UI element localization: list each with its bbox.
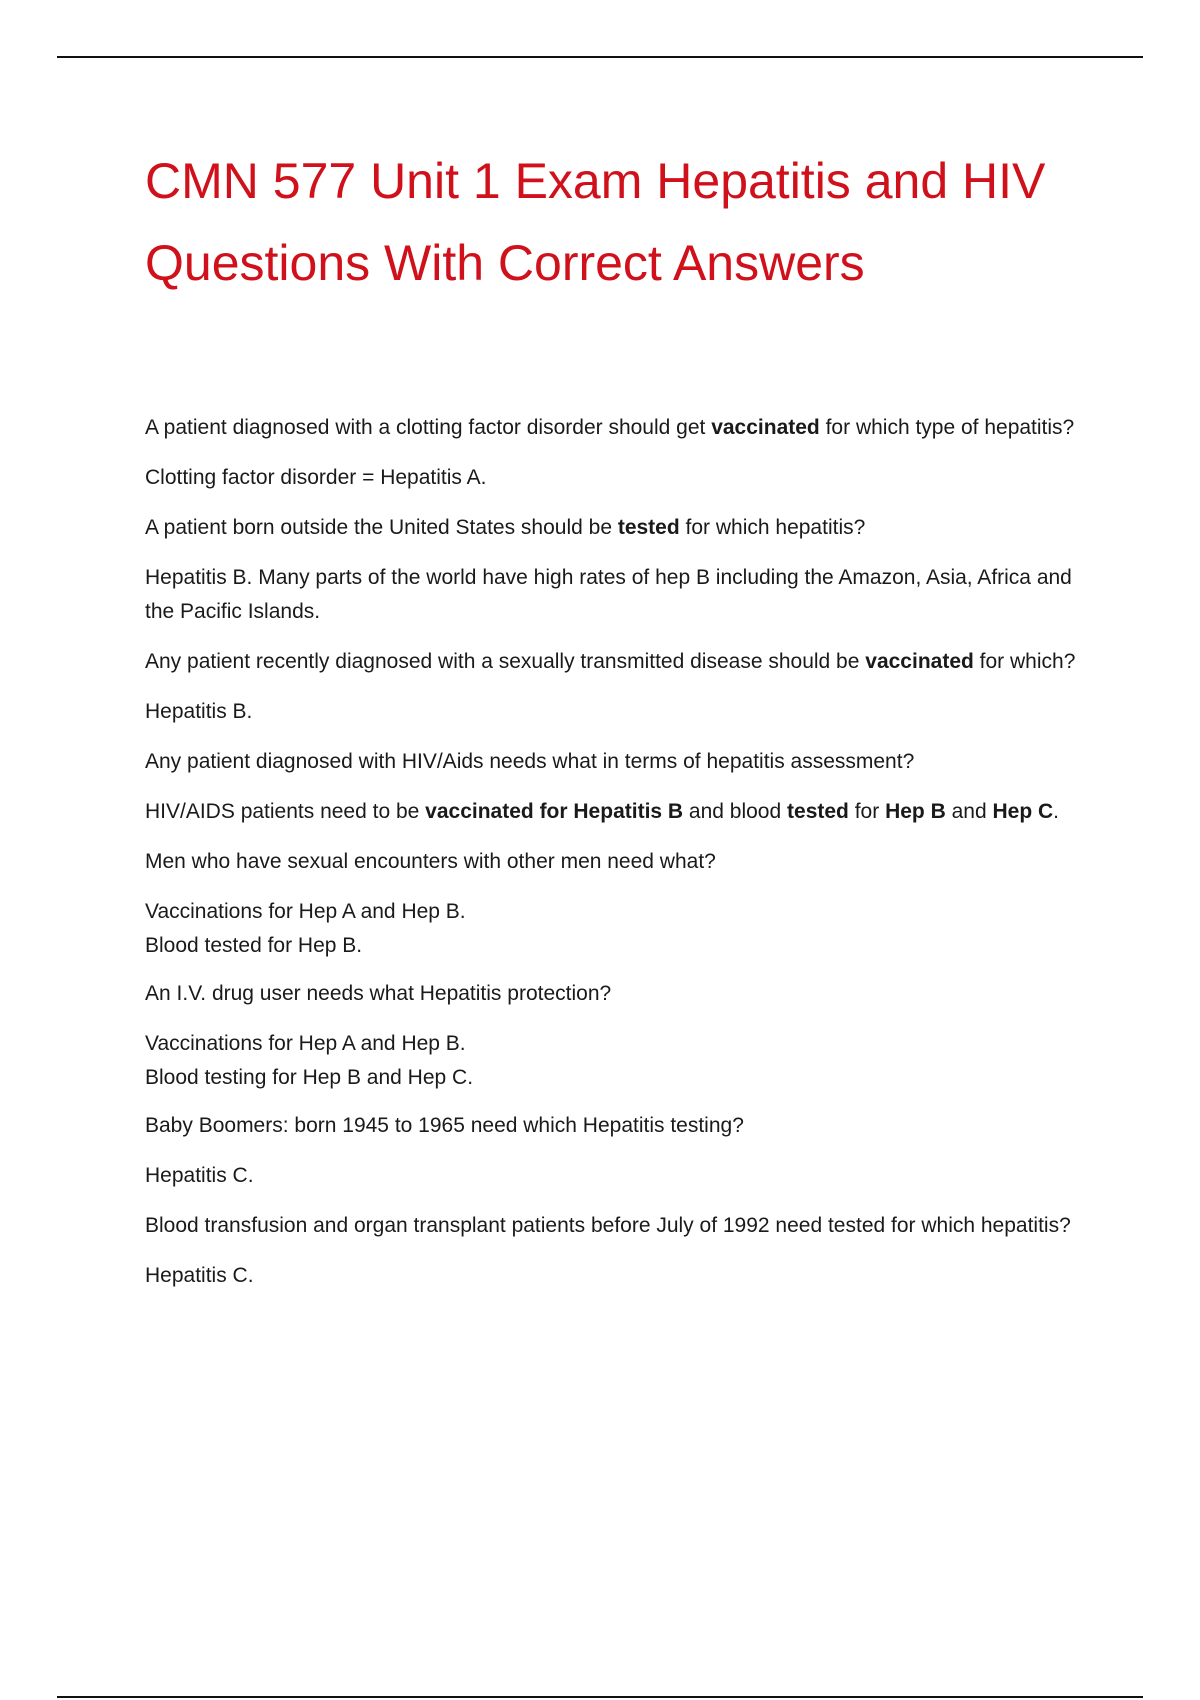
question-3: Any patient recently diagnosed with a sexually transmitted disease should be vaccinated for which? [145, 650, 1076, 673]
qa-list [145, 411, 1080, 1309]
answer-4: HIV/AIDS patients need to be vaccinated for Hepatitis B and blood tested for Hep B and Hep C. [145, 800, 1059, 823]
question-6: An I.V. drug user needs what Hepatitis protection? [145, 982, 612, 1005]
question-7: Baby Boomers: born 1945 to 1965 need which Hepatitis testing? [145, 1114, 744, 1137]
emphasis: vaccinated [865, 650, 974, 673]
answer-5: Vaccinations for Hep A and Hep B. Blood tested for Hep B. [145, 900, 466, 957]
answer-8: Hepatitis C. [145, 1264, 254, 1287]
question-5: Men who have sexual encounters with other men need what? [145, 850, 716, 873]
question-2: A patient born outside the United States should be tested for which hepatitis? [145, 516, 866, 539]
emphasis: vaccinated [711, 416, 820, 439]
answer-6: Vaccinations for Hep A and Hep B. Blood testing for Hep B and Hep C. [145, 1032, 474, 1089]
answer-3: Hepatitis B. [145, 700, 253, 723]
answer-2: Hepatitis B. Many parts of the world have high rates of hep B including the Amazon, Asia, Africa and the Pacific Islands. [145, 566, 1072, 623]
question-8: Blood transfusion and organ transplant patients before July of 1992 need tested for which hepatitis? [145, 1214, 1071, 1237]
answer-1: Clotting factor disorder = Hepatitis A. [145, 466, 487, 489]
answer-7: Hepatitis C. [145, 1164, 254, 1187]
question-1: A patient diagnosed with a clotting factor disorder should get vaccinated for which type of hepatitis? [145, 416, 1075, 439]
document-title: CMN 577 Unit 1 Exam Hepatitis and HIV Questions With Correct Answers [145, 153, 1046, 291]
top-rule [57, 56, 1143, 58]
bottom-rule [57, 1696, 1143, 1698]
emphasis: tested [617, 516, 680, 539]
question-4: Any patient diagnosed with HIV/Aids needs what in terms of hepatitis assessment? [145, 750, 915, 773]
